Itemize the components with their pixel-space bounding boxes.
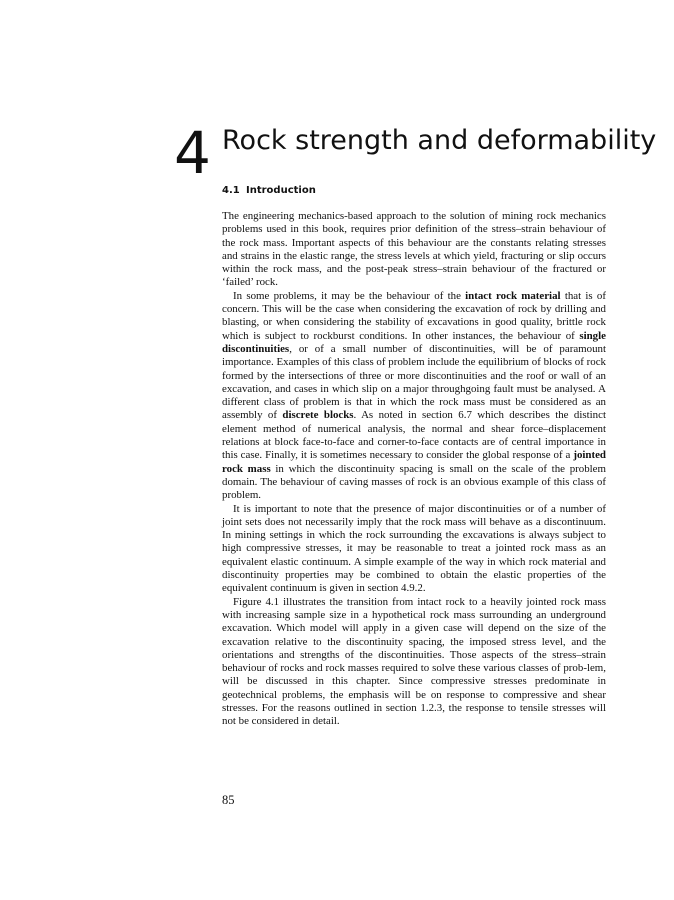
section-number: 4.1 — [222, 185, 240, 196]
paragraph-text: in which the discontinuity spacing is small on the scale of the problem domain. The behaviour of caving masses of rock is an obvious example of this class of problem. — [222, 462, 606, 502]
key-term: jointed rock mass — [222, 449, 606, 475]
chapter-number: 4 — [174, 119, 211, 187]
key-term: single discontinuities — [222, 329, 606, 355]
key-term: discrete blocks — [282, 409, 354, 422]
paragraph — [222, 503, 606, 596]
section-title: Introduction — [246, 185, 316, 196]
paragraph-text: , or of a small number of discontinuities, will be of paramount importance. Examples of this class of problem include the equilibrium of blocks of rock formed by the intersections of three or more discontinuities and the roof or wall of an excavation, and cases in which slip on a major throughgoing fault must be analysed. A different class of problem is that in which the rock mass must be considered as an assembly of — [222, 342, 606, 422]
paragraph — [222, 210, 606, 290]
key-term: intact rock material — [465, 289, 561, 302]
paragraph — [222, 596, 606, 729]
paragraph-text: Figure 4.1 illustrates the transition from intact rock to a heavily jointed rock mass with increasing sample size in a hypothetical rock mass surrounding an underground excavation. Which model will apply in a given case will depend on the size of the excavation relative to the discontinuity spacing, the imposed stress level, and the orientations and strengths of the discontinuities. Those aspects of the stress–strain behaviour of rocks and rock masses required to solve these various classes of prob-lem, will be discussed in this chapter. Since compressive stresses predominate in geotechnical problems, the emphasis will be on response to compressive and shear stresses. For the reasons outlined in section 1.2.3, the response to tensile stresses will not be considered in detail. — [222, 595, 606, 728]
section-heading — [222, 184, 316, 198]
page-number: 85 — [222, 793, 235, 807]
paragraph-text: The engineering mechanics-based approach to the solution of mining rock mechanics problems used in this book, requires prior definition of the stress–strain behaviour of the rock mass. Important aspects of this behaviour are the constants relating stresses and strains in the elastic range, the stress levels at which yield, fracturing or slip occurs within the rock mass, and the post-peak stress–strain behaviour of the fractured or ‘failed’ rock. — [222, 210, 606, 289]
paragraph — [222, 290, 606, 503]
paragraph-text: that is of concern. This will be the case when considering the excavation of rock by drilling and blasting, or when considering the stability of excavations in good quality, brittle rock which is subject to rockburst conditions. In other instances, the behaviour of — [222, 289, 606, 342]
paragraph-text: . As noted in section 6.7 which describes the distinct element method of numerical analysis, the normal and shear force–displacement relations at block face-to-face and corner-to-face contacts are of central importance in this case. Finally, it is sometimes necessary to consider the global response of a — [222, 409, 606, 462]
paragraph-text: In some problems, it may be the behaviour of the — [233, 289, 466, 302]
paragraph-text: It is important to note that the presence of major discontinuities or of a number of joint sets does not necessarily imply that the rock mass will behave as a discontinuum. In mining settings in which the rock surrounding the excavations is always subject to high compressive stresses, it may be reasonable to treat a jointed rock mass as an equivalent elastic continuum. A simple example of the way in which rock material and discontinuity properties may be combined to obtain the elastic properties of the equivalent continuum is given in section 4.9.2. — [222, 502, 606, 595]
body-text — [222, 210, 606, 729]
chapter-title: Rock strength and deformability — [222, 125, 657, 156]
